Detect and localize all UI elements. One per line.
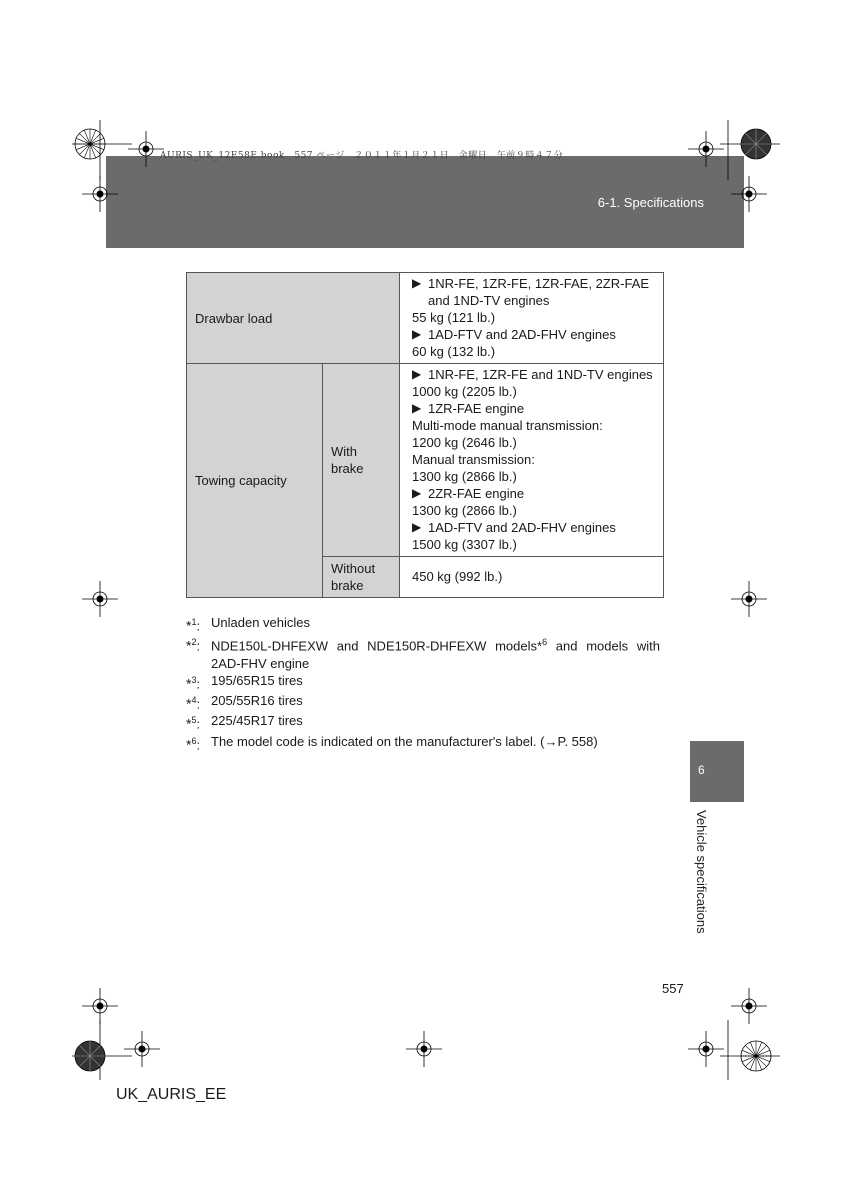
label-line: brake [331, 578, 364, 593]
footnote-mark: *$^1$: [186, 617, 201, 634]
footnote-text: NDE150L-DHFEXW and NDE150R-DHFEXW models*$^6$ and models with 2AD-FHV engine [211, 637, 660, 671]
with-brake-values [400, 364, 664, 557]
without-brake-value: 450 kg (992 lb.) [400, 557, 664, 598]
crosshair-target-icon [731, 176, 767, 212]
crosshair-target-icon [406, 1031, 442, 1067]
print-header: AURIS_UK_12E58E.book 557 ページ ２０１１年１月２１日 金曜日 午前９時４７分 [160, 151, 564, 161]
without-brake-label [323, 557, 400, 598]
value-line [412, 519, 655, 536]
value-text: 1NR-FE, 1ZR-FE and 1ND-TV engines [428, 367, 653, 382]
crosshair-target-icon [688, 131, 724, 167]
value-line: Multi-mode manual transmission: [412, 418, 603, 433]
footnote-mark: *$^3$: [186, 674, 201, 691]
value-line [412, 326, 655, 343]
drawbar-label: Drawbar load [187, 273, 400, 364]
registration-sunburst-icon [720, 120, 780, 180]
registration-sunburst-icon [72, 1020, 132, 1080]
towing-label: Towing capacity [187, 364, 323, 598]
label-line: brake [331, 461, 364, 476]
registration-sunburst-icon [72, 120, 132, 180]
section-title: 6-1. Specifications [597, 195, 704, 210]
label-line: Without [331, 561, 376, 576]
footnote-mark: *$^2$: [186, 637, 201, 654]
crosshair-target-icon [124, 1031, 160, 1067]
value-line [412, 275, 655, 292]
footnote [186, 634, 660, 671]
footnotes [186, 614, 660, 753]
footnote [186, 672, 660, 692]
value-line: 55 kg (121 lb.) [412, 310, 496, 325]
footnote-mark: *$^4$: [186, 694, 201, 712]
triangle-right-icon: ▶ [412, 520, 422, 534]
value-line [412, 366, 655, 383]
crosshair-target-icon [731, 988, 767, 1024]
crosshair-target-icon [82, 988, 118, 1024]
triangle-right-icon: ▶ [412, 367, 422, 381]
value-line: 1300 kg (2866 lb.) [412, 469, 517, 484]
footnote-text: 205/55R16 tires [211, 692, 303, 708]
footnote-mark: *$^6$: [186, 735, 201, 752]
triangle-right-icon: ▶ [412, 486, 422, 500]
crosshair-target-icon [128, 131, 164, 167]
value-line [412, 400, 655, 417]
chapter-label: Vehicle specifications [694, 810, 709, 934]
crosshair-target-icon [82, 581, 118, 617]
value-line: 60 kg (132 lb.) [412, 344, 496, 359]
footnote [186, 614, 660, 634]
crosshair-target-icon [731, 581, 767, 617]
footer-code: UK_AURIS_EE [116, 1086, 227, 1103]
footnote-text: 225/45R17 tires [211, 713, 303, 729]
value-text: 1NR-FE, 1ZR-FE, 1ZR-FAE, 2ZR-FAE [428, 276, 650, 291]
value-text: 1AD-FTV and 2AD-FHV engines [428, 327, 616, 342]
value-line: 1500 kg (3307 lb.) [412, 537, 517, 552]
chapter-number: 6 [698, 763, 705, 777]
triangle-right-icon: ▶ [412, 327, 422, 341]
footnote-mark: *$^5$: [186, 715, 201, 732]
drawbar-values [400, 273, 664, 364]
spec-table [186, 272, 664, 598]
table-row [187, 364, 664, 557]
with-brake-label [323, 364, 400, 557]
chapter-tab [690, 741, 744, 802]
value-line: 1000 kg (2205 lb.) [412, 384, 517, 399]
value-line [412, 485, 655, 502]
value-line: 1200 kg (2646 lb.) [412, 435, 517, 450]
value-text: 2ZR-FAE engine [428, 486, 525, 501]
value-line: and 1ND-TV engines [428, 293, 550, 308]
triangle-right-icon: ▶ [412, 401, 422, 415]
footnote [186, 692, 660, 712]
value-line: 1300 kg (2866 lb.) [412, 503, 517, 518]
footnote [186, 712, 660, 732]
value-text: 1ZR-FAE engine [428, 401, 525, 416]
value-line: Manual transmission: [412, 452, 535, 467]
footnote [186, 733, 660, 753]
crosshair-target-icon [688, 1031, 724, 1067]
table-row [187, 273, 664, 364]
triangle-right-icon: ▶ [412, 276, 422, 290]
value-text: 1AD-FTV and 2AD-FHV engines [428, 520, 616, 535]
page-number: 557 [662, 981, 684, 996]
footnote-text: Unladen vehicles [211, 615, 311, 630]
registration-sunburst-icon [720, 1020, 780, 1080]
crosshair-target-icon [82, 176, 118, 212]
footnote-text: 195/65R15 tires [211, 672, 303, 688]
footnote-text: The model code is indicated on the manufacturer's label. (→P. 558) [211, 733, 598, 749]
label-line: With [331, 444, 357, 459]
header-band [106, 156, 744, 248]
